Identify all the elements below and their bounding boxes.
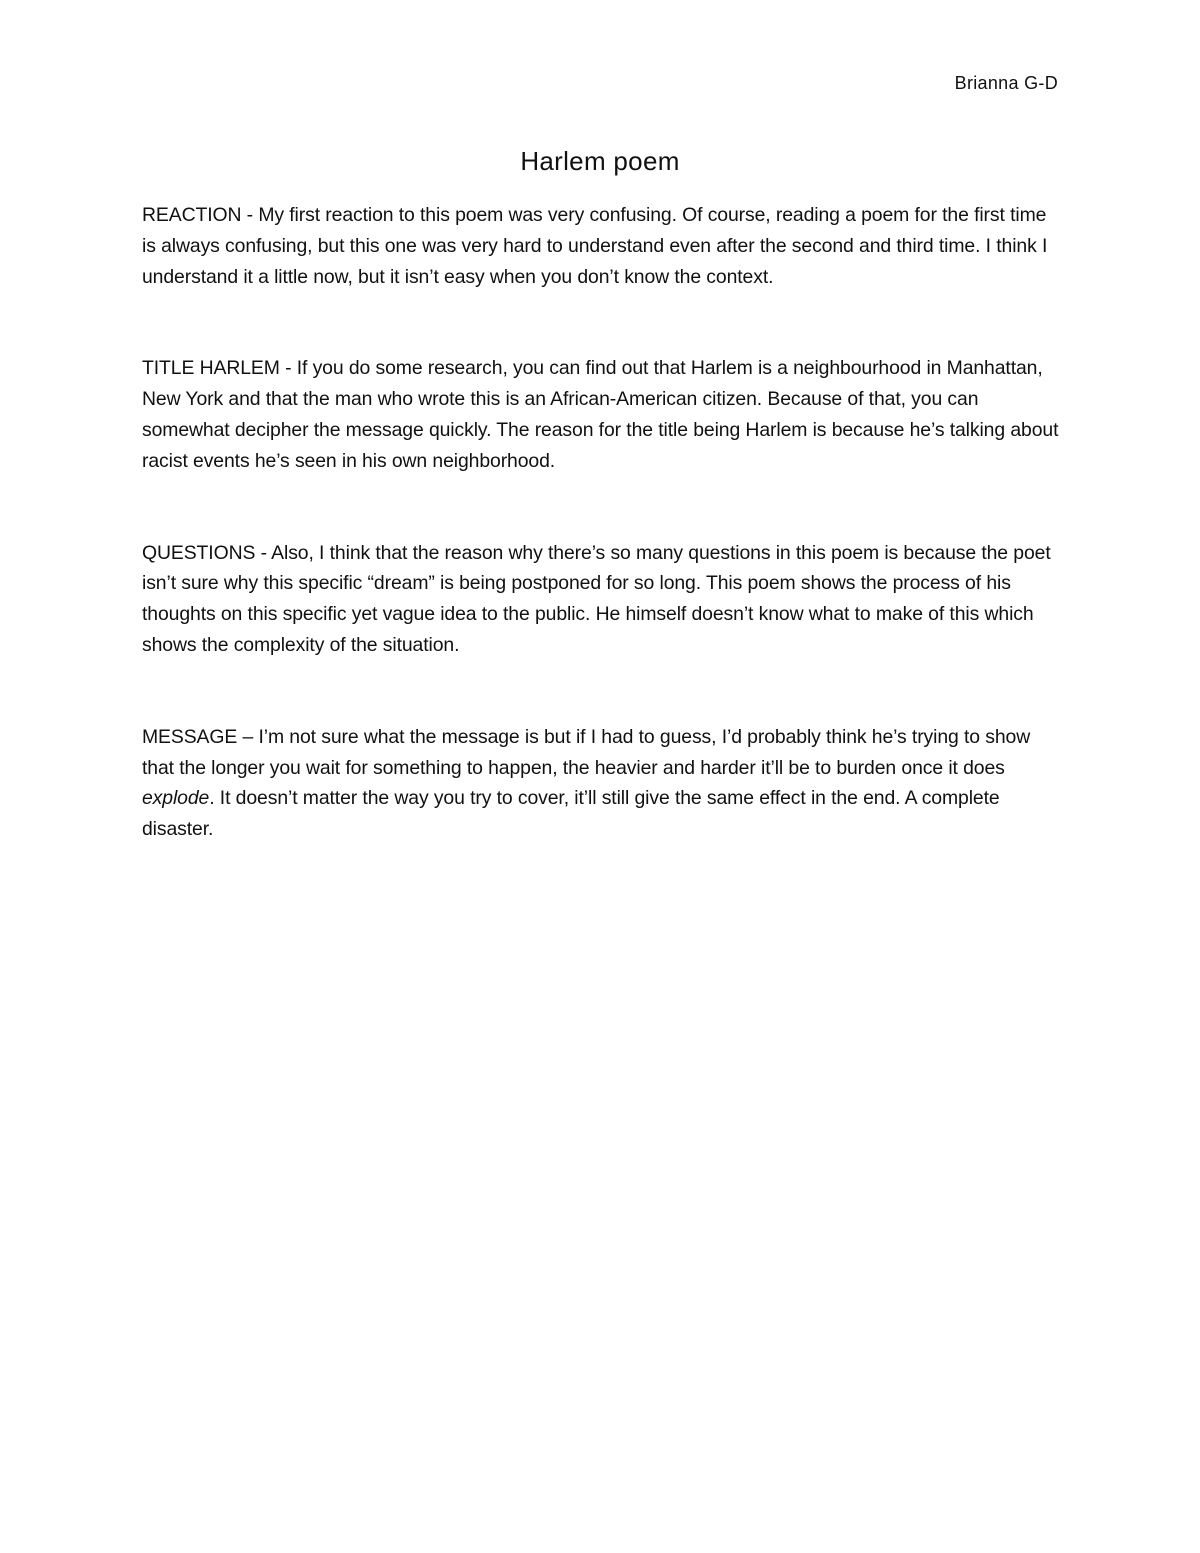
paragraph-message-text-after: . It doesn’t matter the way you try to cover, it’ll still give the same effect in the end. A complete disaster.: [142, 787, 1000, 841]
paragraph-reaction: REACTION - My first reaction to this poem was very confusing. Of course, reading a poem for the first time is always confusing, but this one was very hard to understand even after the second and third time. I think I understand it a little now, but it isn’t easy when you don’t know the context.: [142, 204, 1048, 288]
document-title: Harlem poem: [520, 146, 680, 176]
paragraph-title-harlem: TITLE HARLEM - If you do some research, you can find out that Harlem is a neighbourhood in Manhattan, New York and that the man who wrote this is an African-American citizen. Because of that, you can somewhat decipher the message quickly. The reason for the title being Harlem is because he’s talking about racist events he’s seen in his own neighborhood.: [142, 357, 1059, 472]
paragraph-message-emphasis: explode: [142, 787, 210, 810]
document-body: [142, 200, 1060, 906]
paragraph-questions: QUESTIONS - Also, I think that the reason why there’s so many questions in this poem is because the poet isn’t sure why this specific “dream” is being postponed for so long. This poem shows the process of his thoughts on this specific yet vague idea to the public. He himself doesn’t know what to make of this which shows the complexity of the situation.: [142, 541, 1051, 656]
author-name: Brianna G-D: [954, 73, 1058, 93]
paragraph-message-text-before: MESSAGE – I’m not sure what the message is but if I had to guess, I’d probably think he’s trying to show that the longer you wait for something to happen, the heavier and harder it’ll be to burden once it does: [142, 725, 1031, 779]
paragraph-message: [142, 722, 1060, 845]
